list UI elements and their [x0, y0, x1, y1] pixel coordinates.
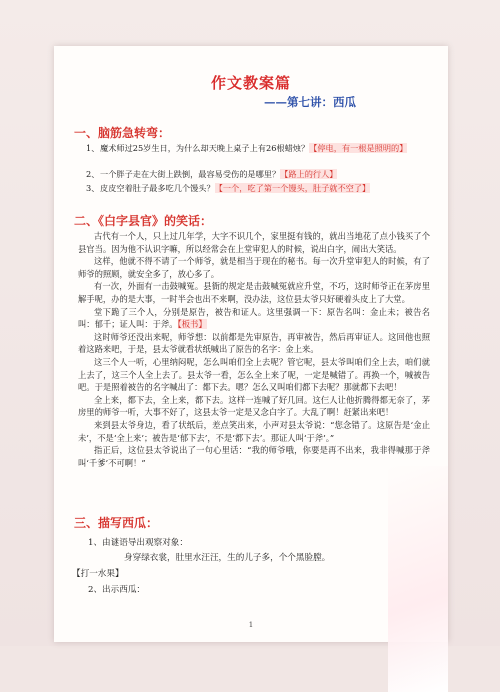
riddle-number: 1、	[86, 143, 100, 153]
story-paragraph: 这时师爷还没出来呢，师爷想：以前都是先审原告，再审被告，然后再审证人。这回他也照着这路来吧，于是，县太爷就看状纸喊出了原告的名字：金上来。	[78, 331, 430, 355]
page-corner-shade	[388, 466, 448, 692]
section3-item-2: 2、出示西瓜：	[88, 585, 146, 595]
page-subtitle: ——第七讲：西瓜	[264, 95, 356, 109]
riddle-question: 一个胖子走在大街上跌倒，最容易受伤的是哪里？	[100, 169, 281, 179]
story-paragraph: 指正后，这位县太爷说出了一句心里话：“我的师爷哦，你要是再不出来，我非得喊那于斧叫‘千爹’不可啊！”	[78, 445, 430, 468]
riddle-answer: 【路上的行人】	[280, 169, 338, 179]
watermelon-riddle: 身穿绿衣裳，肚里水汪汪，生的儿子多，个个黑脸膛。	[124, 553, 331, 563]
story-paragraph: 全上来，都下去，全上来，都下去。这样一连喊了好几回。这仨人让他折腾得都无奈了，茅房里的师爷一听，大事不好了，这县太爷一定是又念白字了。大乱了啊！赶紧出来吧！	[78, 394, 430, 418]
board-note: 【板书】	[177, 319, 207, 330]
riddle-question: 魔术师过25岁生日，为什么却天晚上桌子上有26根蜡烛？	[100, 143, 310, 153]
section3-heading: 三、描写西瓜：	[74, 516, 159, 530]
page-title: 作文教案篇	[210, 74, 291, 92]
story-paragraph	[78, 306, 430, 331]
document-page	[54, 46, 448, 642]
riddle-number: 2、	[86, 169, 100, 179]
story-paragraph: 这样，他就不得不请了一个师爷，就是相当于现在的秘书。每一次升堂审犯人的时候，有了师爷的照顾，就安全多了，放心多了。	[78, 256, 430, 279]
story-paragraph: 有一次，外面有一击鼓喊冤。县衙的规定是击鼓喊冤就应升堂，不巧，这时师爷正在茅房里解手呢，办的是大事，一时半会也出不来啊，没办法，这位县太爷只好硬着头皮上了大堂。	[78, 281, 430, 304]
story-sentence: 堂下跪了三个人，分别是原告，被告和证人。这里强调一下：原告名叫：金止未；被告名叫：郁千；证人叫：于斧。	[78, 306, 430, 330]
riddle-1	[86, 142, 436, 154]
riddle-number: 3、	[86, 183, 100, 193]
page-number: 1	[248, 621, 254, 629]
riddle-answer: 【一个，吃了第一个馒头，肚子就不空了】	[214, 183, 371, 193]
riddle-answer: 【停电，有一根是照明的】	[309, 143, 408, 153]
story-paragraph: 这三个人一听，心里纳闷呢，怎么叫咱们全上去呢？管它呢，县太爷叫咱们全上去，咱们就上去了，这三个人全上去了。县太爷一看，怎么全上来了呢，一定是喊错了。再换一个，喊被告吧。于是照着被告的名字喊出了：都下去。嗯？怎么又叫咱们都下去呢？那就都下去吧！	[78, 356, 430, 393]
story-text	[78, 230, 430, 469]
story-paragraph: 来到县太爷身边，看了状纸后，差点笑出来，小声对县太爷说：“您念错了。这原告是‘金止未’，不是‘全上来’；被告是‘郁下去’，不是‘都下去’。那证人叫‘于斧’。”	[78, 419, 430, 443]
section1-heading: 一、脑筋急转弯：	[74, 126, 171, 140]
riddle-2	[86, 168, 436, 180]
story-paragraph: 古代有一个人，只上过几年学，大字不识几个，家里挺有钱的，就出当地花了点小钱买了个县官当。因为他不认识字嘛，所以经常会在上堂审犯人的时候，说出白字，闹出大笑话。	[78, 231, 430, 254]
riddle-3	[86, 182, 436, 194]
section3-item-1: 1、由谜语导出观察对象：	[88, 538, 188, 548]
riddle-hint: 【打一水果】	[72, 569, 124, 579]
riddle-question: 皮皮空着肚子最多吃几个馒头？	[100, 183, 215, 193]
section2-heading: 二、《白字县官》的笑话：	[74, 214, 213, 228]
